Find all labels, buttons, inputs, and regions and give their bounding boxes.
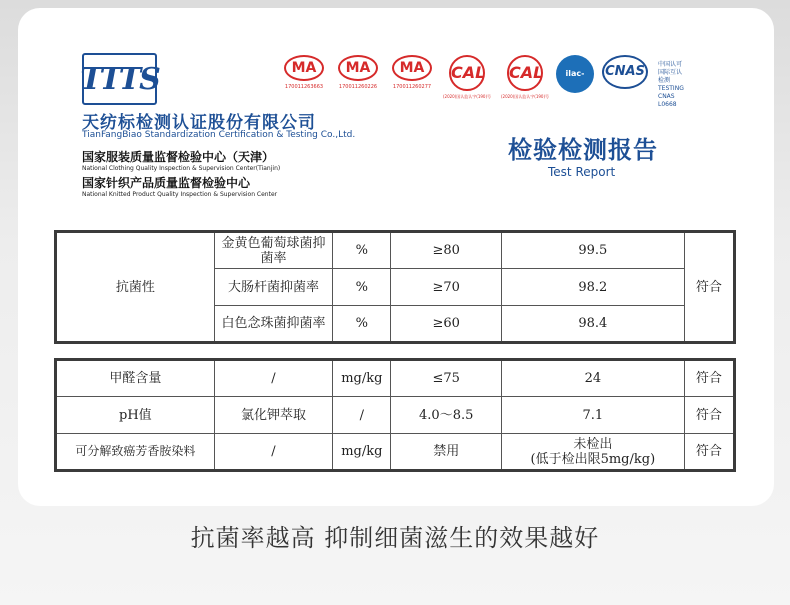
ma-number: 170011260277 [392, 84, 432, 90]
method-cell: / [214, 434, 333, 471]
cal-logo-icon: CAL [507, 55, 543, 91]
item-name: 金黄色葡萄球菌抑菌率 [214, 232, 333, 269]
test-name: pH值 [56, 397, 215, 434]
result-cell: 99.5 [501, 232, 684, 269]
clothing-center-en: National Clothing Quality Inspection & Supervision Center(Tianjin) [82, 165, 281, 172]
cnas-mark [602, 55, 654, 89]
ttts-logo [82, 53, 157, 105]
item-name: 大肠杆菌抑菌率 [214, 269, 333, 306]
verdict-cell: 符合 [684, 232, 734, 343]
ma-mark-2 [332, 55, 384, 90]
safety-table [54, 358, 736, 472]
method-cell: / [214, 360, 333, 397]
logo-text: TTTS [80, 61, 159, 97]
cal-mark-1 [438, 55, 496, 100]
unit-cell: % [333, 232, 391, 269]
test-name: 可分解致癌芳香胺染料 [56, 434, 215, 471]
ma-logo-icon: MA [392, 55, 432, 81]
group-label: 抗菌性 [56, 232, 215, 343]
ma-mark-1 [278, 55, 330, 90]
unit-cell: mg/kg [333, 360, 391, 397]
requirement-cell: ≥80 [391, 232, 501, 269]
report-title-en: Test Report [548, 165, 616, 179]
result-cell: 98.4 [501, 306, 684, 343]
knitted-center-en: National Knitted Product Quality Inspection & Supervision Center [82, 191, 278, 198]
result-cell: 98.2 [501, 269, 684, 306]
test-name: 甲醛含量 [56, 360, 215, 397]
company-name-en: TianFangBiao Standardization Certification & Testing Co.,Ltd. [82, 130, 356, 140]
table-row [56, 360, 735, 397]
requirement-cell: ≥60 [391, 306, 501, 343]
ma-number: 170011263663 [284, 84, 324, 90]
result-note: (低于检出限5mg/kg) [530, 451, 656, 467]
result-cell [501, 434, 684, 471]
certification-marks [258, 55, 688, 116]
ma-mark-3 [386, 55, 438, 90]
table-row [56, 434, 735, 471]
verdict-cell: 符合 [684, 360, 734, 397]
cal-logo-icon: CAL [449, 55, 485, 91]
verdict-cell: 符合 [684, 397, 734, 434]
result-value: 未检出 [573, 436, 613, 452]
cnas-logo-icon: CNAS [602, 55, 648, 89]
unit-cell: % [333, 269, 391, 306]
requirement-cell: 4.0～8.5 [391, 397, 501, 434]
cnas-caption: 中国认可 国际互认 检测 TESTING CNAS L0668 [658, 61, 684, 108]
ilac-mark [554, 55, 596, 116]
report-title-cn: 检验检测报告 [508, 136, 658, 164]
antibacterial-table [54, 230, 736, 344]
unit-cell: % [333, 306, 391, 343]
knitted-center-cn: 国家针织产品质量监督检验中心 [82, 176, 251, 190]
cal-number: (2020)国认监认字(190)号 [500, 94, 550, 99]
result-cell: 7.1 [501, 397, 684, 434]
clothing-center-cn: 国家服装质量监督检验中心（天津） [82, 150, 275, 164]
verdict-cell: 符合 [684, 434, 734, 471]
ma-logo-icon: MA [284, 55, 324, 81]
company-name-cn: 天纺标检测认证股份有限公司 [82, 113, 316, 133]
requirement-cell: ≥70 [391, 269, 501, 306]
ilac-mra-logo-icon: ilac-MRA [556, 55, 594, 93]
bottom-caption: 抗菌率越高 抑制细菌滋生的效果越好 [190, 524, 600, 552]
result-cell: 24 [501, 360, 684, 397]
table-row [56, 232, 735, 269]
table-row [56, 397, 735, 434]
item-name: 白色念珠菌抑菌率 [214, 306, 333, 343]
ma-logo-icon: MA [338, 55, 378, 81]
ma-number: 170011260226 [338, 84, 378, 90]
cal-mark-2 [496, 55, 554, 100]
unit-cell: / [333, 397, 391, 434]
requirement-cell: ≤75 [391, 360, 501, 397]
cal-number: (2020)国认监认字(190)号 [442, 94, 492, 99]
method-cell: 氯化钾萃取 [214, 397, 333, 434]
requirement-cell: 禁用 [391, 434, 501, 471]
unit-cell: mg/kg [333, 434, 391, 471]
